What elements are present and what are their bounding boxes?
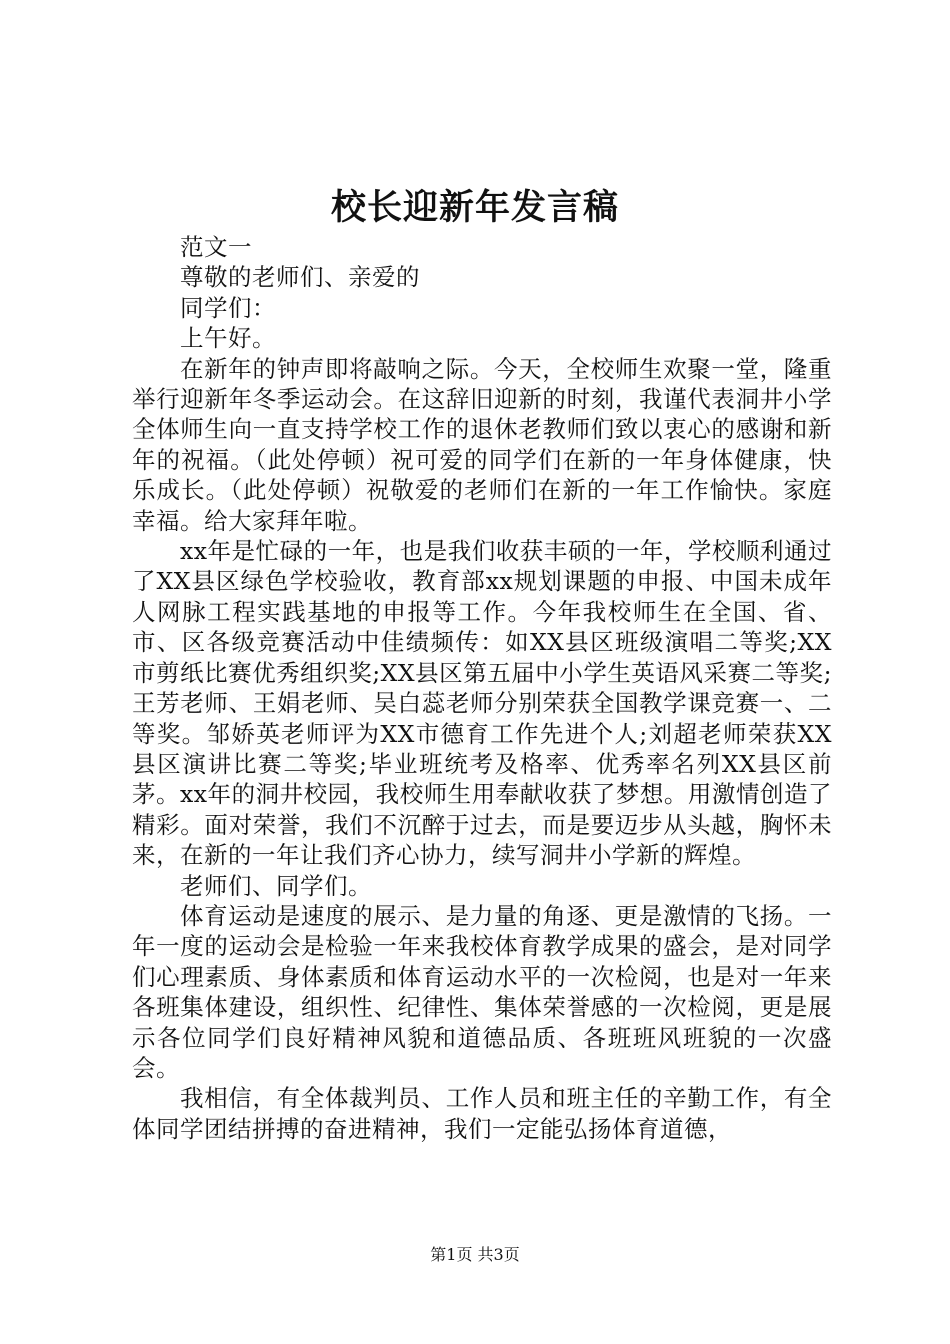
document-body <box>132 232 832 1144</box>
paragraph: xx年是忙碌的一年，也是我们收获丰硕的一年，学校顺利通过了XX县区绿色学校验收，教育部xx规划课题的申报、中国未成年人网脉工程实践基地的申报等工作。今年我校师生在全国、省、市、区各级竞赛活动中佳绩频传：如XX县区班级演唱二等奖;XX市剪纸比赛优秀组织奖;XX县区第五届中小学生英语风采赛二等奖;王芳老师、王娟老师、吴白蕊老师分别荣获全国教学课竞赛一、二等奖。邹娇英老师评为XX市德育工作先进个人;刘超老师荣获XX县区演讲比赛二等奖;毕业班统考及格率、优秀率名列XX县区前茅。xx年的洞井校园，我校师生用奉献收获了梦想。用激情创造了精彩。面对荣誉，我们不沉醉于过去，而是要迈步从头越，胸怀未来，在新的一年让我们齐心协力，续写洞井小学新的辉煌。 <box>132 537 832 870</box>
paragraph: 在新年的钟声即将敲响之际。今天，全校师生欢聚一堂，隆重举行迎新年冬季运动会。在这辞旧迎新的时刻，我谨代表洞井小学全体师生向一直支持学校工作的退休老教师们致以衷心的感谢和新年的祝福。（此处停顿）祝可爱的同学们在新的一年身体健康，快乐成长。（此处停顿）祝敬爱的老师们在新的一年工作愉快。家庭幸福。给大家拜年啦。 <box>132 354 832 535</box>
paragraph-salutation-cont: 同学们： <box>180 293 276 322</box>
paragraph: 体育运动是速度的展示、是力量的角逐、更是激情的飞扬。一年一度的运动会是检验一年来我校体育教学成果的盛会，是对同学们心理素质、身体素质和体育运动水平的一次检阅，也是对一年来各班集体建设，组织性、纪律性、集体荣誉感的一次检阅，更是展示各位同学们良好精神风貌和道德品质、各班班风班貌的一次盛会。 <box>132 901 832 1082</box>
page-footer: 第1页 共3页 <box>430 1245 520 1264</box>
paragraph-heading: 范文一 <box>180 233 252 261</box>
paragraph: 老师们、同学们。 <box>180 871 372 900</box>
paragraph-salutation: 尊敬的老师们、亲爱的 <box>180 263 420 292</box>
paragraph: 我相信，有全体裁判员、工作人员和班主任的辛勤工作，有全体同学团结拼搏的奋进精神，我们一定能弘扬体育道德， <box>132 1084 832 1143</box>
paragraph-greeting: 上午好。 <box>180 324 276 353</box>
document-title: 校长迎新年发言稿 <box>330 187 619 228</box>
